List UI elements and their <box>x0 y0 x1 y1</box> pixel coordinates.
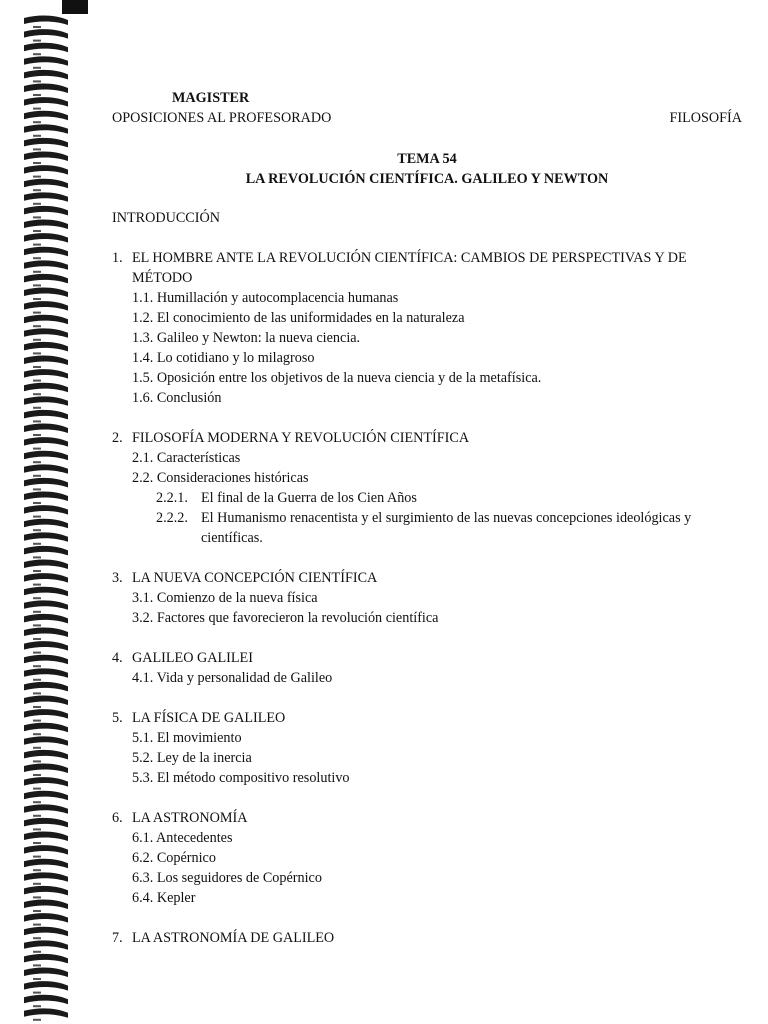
binding-coil <box>24 628 68 637</box>
binding-hole <box>33 325 41 327</box>
section-5 <box>112 708 742 788</box>
binding-coil <box>24 791 68 800</box>
binding-coil <box>24 995 68 1004</box>
binding-hole <box>33 760 41 762</box>
section-heading <box>112 428 742 448</box>
section-title: LA FÍSICA DE GALILEO <box>132 710 286 726</box>
list-item: 2.1. Características <box>132 450 241 466</box>
binding-coil <box>24 560 68 569</box>
binding-coil <box>24 274 68 283</box>
list-item: 1.2. El conocimiento de las uniformidades en la naturaleza <box>132 310 465 326</box>
section-number: 4. <box>112 650 123 666</box>
binding-coil <box>24 736 68 745</box>
binding-hole <box>33 312 41 314</box>
binding-coil <box>24 505 68 514</box>
binding-coil <box>24 913 68 922</box>
binding-coil <box>24 750 68 759</box>
binding-coil <box>24 682 68 691</box>
binding-hole <box>33 502 41 504</box>
binding-hole <box>33 665 41 667</box>
list-item: 5.3. El método compositivo resolutivo <box>132 770 350 786</box>
binding-coil <box>24 940 68 949</box>
binding-hole <box>33 420 41 422</box>
section-title: LA ASTRONOMÍA <box>132 810 248 826</box>
binding-coil <box>24 464 68 473</box>
binding-coil <box>24 532 68 541</box>
binding-coil <box>24 260 68 269</box>
section-title: EL HOMBRE ANTE LA REVOLUCIÓN CIENTÍFICA: CAMBIOS DE PERSPECTIVAS Y DE MÉTODO <box>132 250 687 286</box>
binding-hole <box>33 407 41 409</box>
binding-coil <box>24 301 68 310</box>
binding-hole <box>33 380 41 382</box>
binding-coil <box>24 396 68 405</box>
binding-coil <box>24 111 68 120</box>
binding-hole <box>33 366 41 368</box>
list-item: 2.2. Consideraciones históricas <box>132 470 309 486</box>
binding-coil <box>24 981 68 990</box>
section-number: 3. <box>112 570 123 586</box>
binding-hole <box>33 475 41 477</box>
sub-list-number: 2.2.2. <box>156 510 188 526</box>
binding-coil <box>24 138 68 147</box>
binding-hole <box>33 162 41 164</box>
section-4 <box>112 648 742 688</box>
binding-coil <box>24 152 68 161</box>
binding-coil <box>24 777 68 786</box>
binding-hole <box>33 679 41 681</box>
binding-hole <box>33 189 41 191</box>
section-title: FILOSOFÍA MODERNA Y REVOLUCIÓN CIENTÍFICA <box>132 430 470 446</box>
binding-coil <box>24 519 68 528</box>
binding-hole <box>33 271 41 273</box>
binding-hole <box>33 26 41 28</box>
binding-hole <box>33 828 41 830</box>
binding-coil <box>24 288 68 297</box>
binding-hole <box>33 910 41 912</box>
binding-hole <box>33 448 41 450</box>
section-heading <box>112 708 742 728</box>
binding-hole <box>33 393 41 395</box>
binding-coil <box>24 84 68 93</box>
binding-hole <box>33 121 41 123</box>
header-left: OPOSICIONES AL PROFESORADO <box>112 110 332 126</box>
binding-coil <box>24 410 68 419</box>
binding-hole <box>33 788 41 790</box>
binding-hole <box>33 883 41 885</box>
sub-list-number: 2.2.1. <box>156 490 188 506</box>
binding-hole <box>33 964 41 966</box>
tema-title: LA REVOLUCIÓN CIENTÍFICA. GALILEO Y NEWTON <box>245 171 609 187</box>
binding-hole <box>33 135 41 137</box>
binding-hole <box>33 570 41 572</box>
binding-coil <box>24 968 68 977</box>
list-item: 6.2. Copérnico <box>132 850 216 866</box>
binding-top-block <box>62 0 88 14</box>
binding-hole <box>33 176 41 178</box>
sub-list-text: El final de la Guerra de los Cien Años <box>201 490 417 506</box>
binding-hole <box>33 434 41 436</box>
binding-coil <box>24 587 68 596</box>
binding-hole <box>33 230 41 232</box>
binding-hole <box>33 543 41 545</box>
binding-coil <box>24 342 68 351</box>
binding-hole <box>33 733 41 735</box>
sub-list-item <box>112 508 742 548</box>
brand-name: MAGISTER <box>172 90 250 106</box>
binding-hole <box>33 815 41 817</box>
introduction-heading: INTRODUCCIÓN <box>112 210 220 226</box>
binding-hole <box>33 516 41 518</box>
binding-hole <box>33 40 41 42</box>
binding-hole <box>33 992 41 994</box>
sub-list-item <box>112 488 742 508</box>
binding-coil <box>24 832 68 841</box>
list-item: 1.5. Oposición entre los objetivos de la nueva ciencia y de la metafísica. <box>132 370 542 386</box>
section-7 <box>112 928 742 948</box>
binding-hole <box>33 692 41 694</box>
list-item: 1.6. Conclusión <box>132 390 222 406</box>
binding-hole <box>33 339 41 341</box>
sub-list-text: El Humanismo renacentista y el surgimiento de las nuevas concepciones ideológicas y científicas. <box>201 510 692 546</box>
binding-coil <box>24 206 68 215</box>
binding-hole <box>33 937 41 939</box>
binding-hole <box>33 94 41 96</box>
section-number: 6. <box>112 810 123 826</box>
section-heading <box>112 648 742 668</box>
binding-coil <box>24 220 68 229</box>
binding-coil <box>24 478 68 487</box>
list-item: 6.4. Kepler <box>132 890 196 906</box>
binding-hole <box>33 556 41 558</box>
section-heading <box>112 808 742 828</box>
section-heading <box>112 248 742 288</box>
binding-hole <box>33 148 41 150</box>
binding-hole <box>33 842 41 844</box>
section-title: GALILEO GALILEI <box>132 650 253 666</box>
binding-coil <box>24 451 68 460</box>
section-6 <box>112 808 742 908</box>
section-number: 1. <box>112 250 123 266</box>
binding-coil <box>24 247 68 256</box>
binding-coil <box>24 886 68 895</box>
binding-coil <box>24 437 68 446</box>
binding-coil <box>24 668 68 677</box>
section-1 <box>112 248 742 408</box>
document-page <box>112 88 742 948</box>
binding-coil <box>24 16 68 25</box>
list-item: 6.1. Antecedentes <box>132 830 233 846</box>
binding-coil <box>24 927 68 936</box>
binding-coil <box>24 614 68 623</box>
section-number: 2. <box>112 430 123 446</box>
binding-hole <box>33 257 41 259</box>
binding-coil <box>24 369 68 378</box>
binding-coil <box>24 709 68 718</box>
binding-hole <box>33 720 41 722</box>
binding-coil <box>24 546 68 555</box>
section-number: 7. <box>112 930 123 946</box>
binding-hole <box>33 652 41 654</box>
header-right: FILOSOFÍA <box>669 110 742 126</box>
binding-hole <box>33 896 41 898</box>
section-3 <box>112 568 742 628</box>
binding-coil <box>24 492 68 501</box>
binding-hole <box>33 529 41 531</box>
binding-coil <box>24 641 68 650</box>
binding-hole <box>33 108 41 110</box>
binding-coil <box>24 818 68 827</box>
binding-hole <box>33 706 41 708</box>
list-item: 1.3. Galileo y Newton: la nueva ciencia. <box>132 330 361 346</box>
binding-coil <box>24 165 68 174</box>
binding-hole <box>33 80 41 82</box>
binding-coil <box>24 192 68 201</box>
binding-hole <box>33 638 41 640</box>
binding-coil <box>24 954 68 963</box>
binding-hole <box>33 624 41 626</box>
binding-hole <box>33 747 41 749</box>
list-item: 3.1. Comienzo de la nueva física <box>132 590 318 606</box>
binding-hole <box>33 611 41 613</box>
binding-coil <box>24 424 68 433</box>
binding-coil <box>24 315 68 324</box>
binding-hole <box>33 216 41 218</box>
binding-hole <box>33 1019 41 1021</box>
binding-coil <box>24 383 68 392</box>
binding-hole <box>33 53 41 55</box>
spiral-binding-graphic <box>0 0 90 1024</box>
binding-coil <box>24 723 68 732</box>
list-item: 5.1. El movimiento <box>132 730 242 746</box>
binding-coil <box>24 179 68 188</box>
section-title: LA NUEVA CONCEPCIÓN CIENTÍFICA <box>132 570 378 586</box>
binding-coil <box>24 356 68 365</box>
binding-hole <box>33 1005 41 1007</box>
list-item: 6.3. Los seguidores de Copérnico <box>132 870 322 886</box>
binding-hole <box>33 801 41 803</box>
binding-hole <box>33 67 41 69</box>
binding-coil <box>24 124 68 133</box>
binding-hole <box>33 597 41 599</box>
binding-hole <box>33 203 41 205</box>
binding-coil <box>24 859 68 868</box>
binding-coil <box>24 655 68 664</box>
binding-hole <box>33 488 41 490</box>
list-item: 5.2. Ley de la inercia <box>132 750 252 766</box>
binding-coil <box>24 872 68 881</box>
binding-hole <box>33 461 41 463</box>
section-number: 5. <box>112 710 123 726</box>
binding-hole <box>33 298 41 300</box>
binding-coil <box>24 764 68 773</box>
binding-coil <box>24 97 68 106</box>
binding-hole <box>33 244 41 246</box>
binding-coil <box>24 29 68 38</box>
section-2 <box>112 428 742 548</box>
header-row <box>112 108 742 128</box>
section-heading <box>112 568 742 588</box>
binding-coil <box>24 600 68 609</box>
binding-hole <box>33 352 41 354</box>
binding-hole <box>33 978 41 980</box>
binding-coil <box>24 1008 68 1017</box>
binding-coil <box>24 70 68 79</box>
binding-coil <box>24 56 68 65</box>
binding-hole <box>33 584 41 586</box>
binding-coil <box>24 804 68 813</box>
binding-coil <box>24 845 68 854</box>
binding-coil <box>24 573 68 582</box>
binding-hole <box>33 869 41 871</box>
list-item: 3.2. Factores que favorecieron la revolución científica <box>132 610 439 626</box>
list-item: 1.4. Lo cotidiano y lo milagroso <box>132 350 315 366</box>
tema-number: TEMA 54 <box>397 151 457 167</box>
section-heading <box>112 928 742 948</box>
list-item: 1.1. Humillación y autocomplacencia humanas <box>132 290 399 306</box>
binding-coil <box>24 696 68 705</box>
binding-hole <box>33 774 41 776</box>
binding-coil <box>24 233 68 242</box>
section-title: LA ASTRONOMÍA DE GALILEO <box>132 930 335 946</box>
spiral-binding <box>0 0 90 1024</box>
binding-coil <box>24 900 68 909</box>
binding-coil <box>24 328 68 337</box>
binding-coil <box>24 43 68 52</box>
binding-hole <box>33 924 41 926</box>
list-item: 4.1. Vida y personalidad de Galileo <box>132 670 333 686</box>
binding-hole <box>33 284 41 286</box>
binding-hole <box>33 951 41 953</box>
binding-hole <box>33 856 41 858</box>
